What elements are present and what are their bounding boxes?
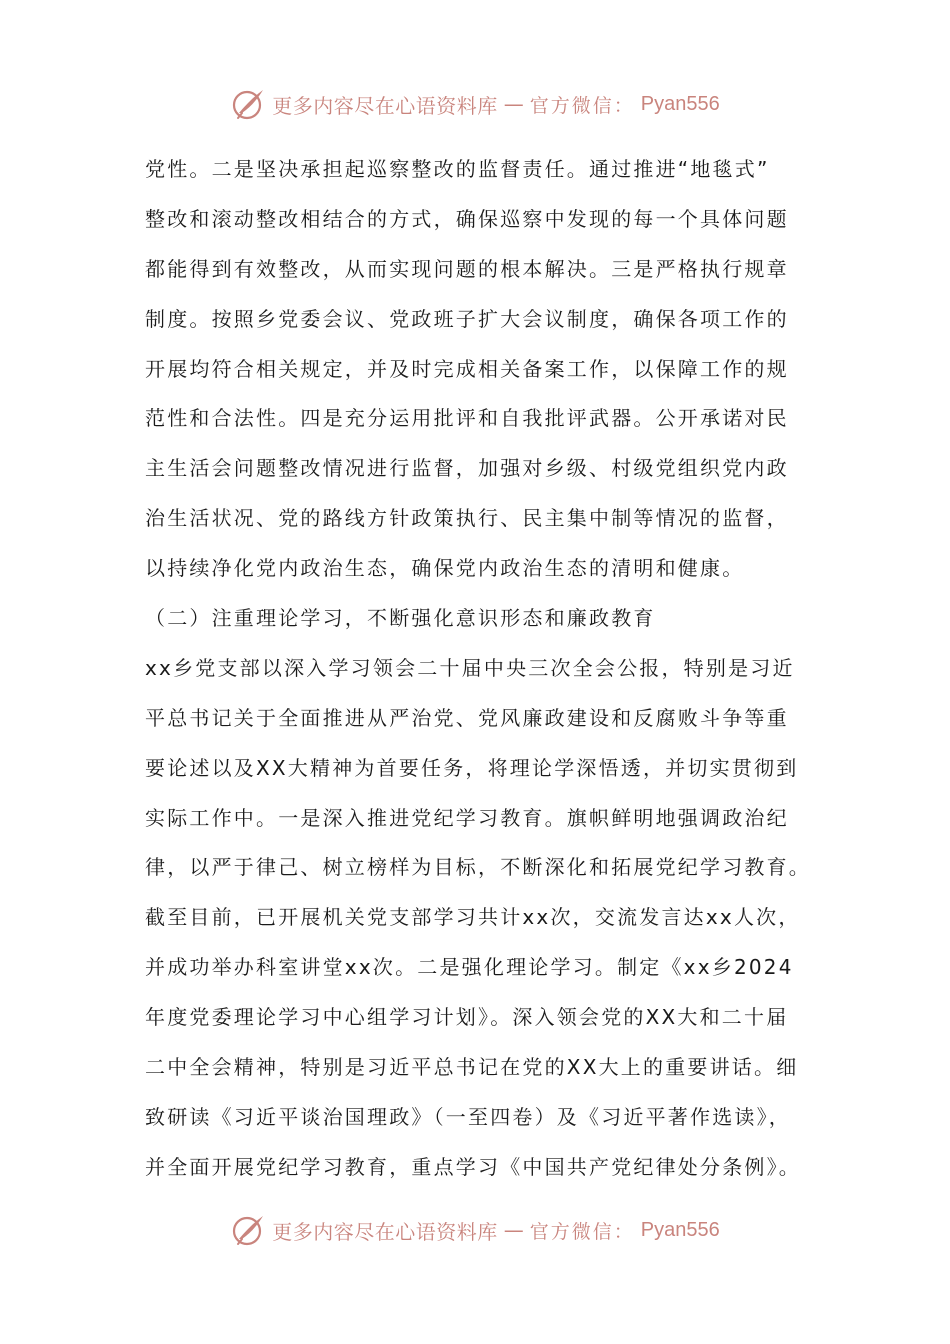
watermark-wechat-id: Pyan556 <box>640 1218 720 1241</box>
quill-logo-icon <box>230 1212 266 1248</box>
body-line: 开展均符合相关规定，并及时完成相关备案工作，以保障工作的规 <box>145 356 789 381</box>
watermark-site-name: 更多内容尽在心语资料库 <box>272 1219 498 1244</box>
body-line: 致研读《习近平谈治国理政》（一至四卷）及《习近平著作选读》， <box>145 1104 791 1129</box>
body-line: 实际工作中。一是深入推进党纪学习教育。旗帜鲜明地强调政治纪 <box>145 805 789 830</box>
watermark-wechat-label: 官方微信： <box>529 1220 635 1243</box>
body-line: 年度党委理论学习中心组学习计划》。深入领会党的XX大和二十届 <box>145 1005 789 1030</box>
watermark-site-name: 更多内容尽在心语资料库 <box>272 93 498 118</box>
body-line: 律，以严于律己、树立榜样为目标，不断深化和拓展党纪学习教育。 <box>145 855 811 880</box>
quill-logo-icon <box>230 86 266 122</box>
body-line: 党性。二是坚决承担起巡察整改的监督责任。通过推进“地毯式” <box>145 157 770 181</box>
body-line: 都能得到有效整改，从而实现问题的根本解决。三是严格执行规章 <box>145 256 789 281</box>
body-line: 要论述以及XX大精神为首要任务，将理论学深悟透，并切实贯彻到 <box>145 755 799 780</box>
body-line: xx乡党支部以深入学习领会二十届中央三次全会公报，特别是习近 <box>145 655 795 680</box>
body-line: 以持续净化党内政治生态，确保党内政治生态的清明和健康。 <box>145 556 745 581</box>
body-line: 并全面开展党纪学习教育，重点学习《中国共产党纪律处分条例》。 <box>145 1154 801 1179</box>
body-line: 并成功举办科室讲堂xx次。二是强化理论学习。制定《xx乡2024 <box>145 955 794 980</box>
header-watermark <box>0 84 950 124</box>
body-line: 平总书记关于全面推进从严治党、党风廉政建设和反腐败斗争等重 <box>145 705 789 730</box>
watermark-separator: — <box>503 1218 524 1242</box>
watermark-wechat-id: Pyan556 <box>640 92 720 115</box>
section-heading: （二）注重理论学习，不断强化意识形态和廉政教育 <box>145 606 656 631</box>
body-line: 截至目前，已开展机关党支部学习共计xx次，交流发言达xx人次， <box>145 905 801 930</box>
body-line: 制度。按照乡党委会议、党政班子扩大会议制度，确保各项工作的 <box>145 306 789 331</box>
watermark-separator: — <box>503 92 524 116</box>
watermark-wechat-label: 官方微信： <box>529 94 635 117</box>
body-line: 主生活会问题整改情况进行监督，加强对乡级、村级党组织党内政 <box>145 456 789 481</box>
body-line: 治生活状况、党的路线方针政策执行、民主集中制等情况的监督， <box>145 506 789 531</box>
document-body <box>145 145 825 1193</box>
body-line: 二中全会精神，特别是习近平总书记在党的XX大上的重要讲话。细 <box>145 1055 799 1080</box>
body-line: 整改和滚动整改相结合的方式，确保巡察中发现的每一个具体问题 <box>145 206 789 231</box>
footer-watermark <box>0 1210 950 1250</box>
body-line: 范性和合法性。四是充分运用批评和自我批评武器。公开承诺对民 <box>145 406 789 431</box>
